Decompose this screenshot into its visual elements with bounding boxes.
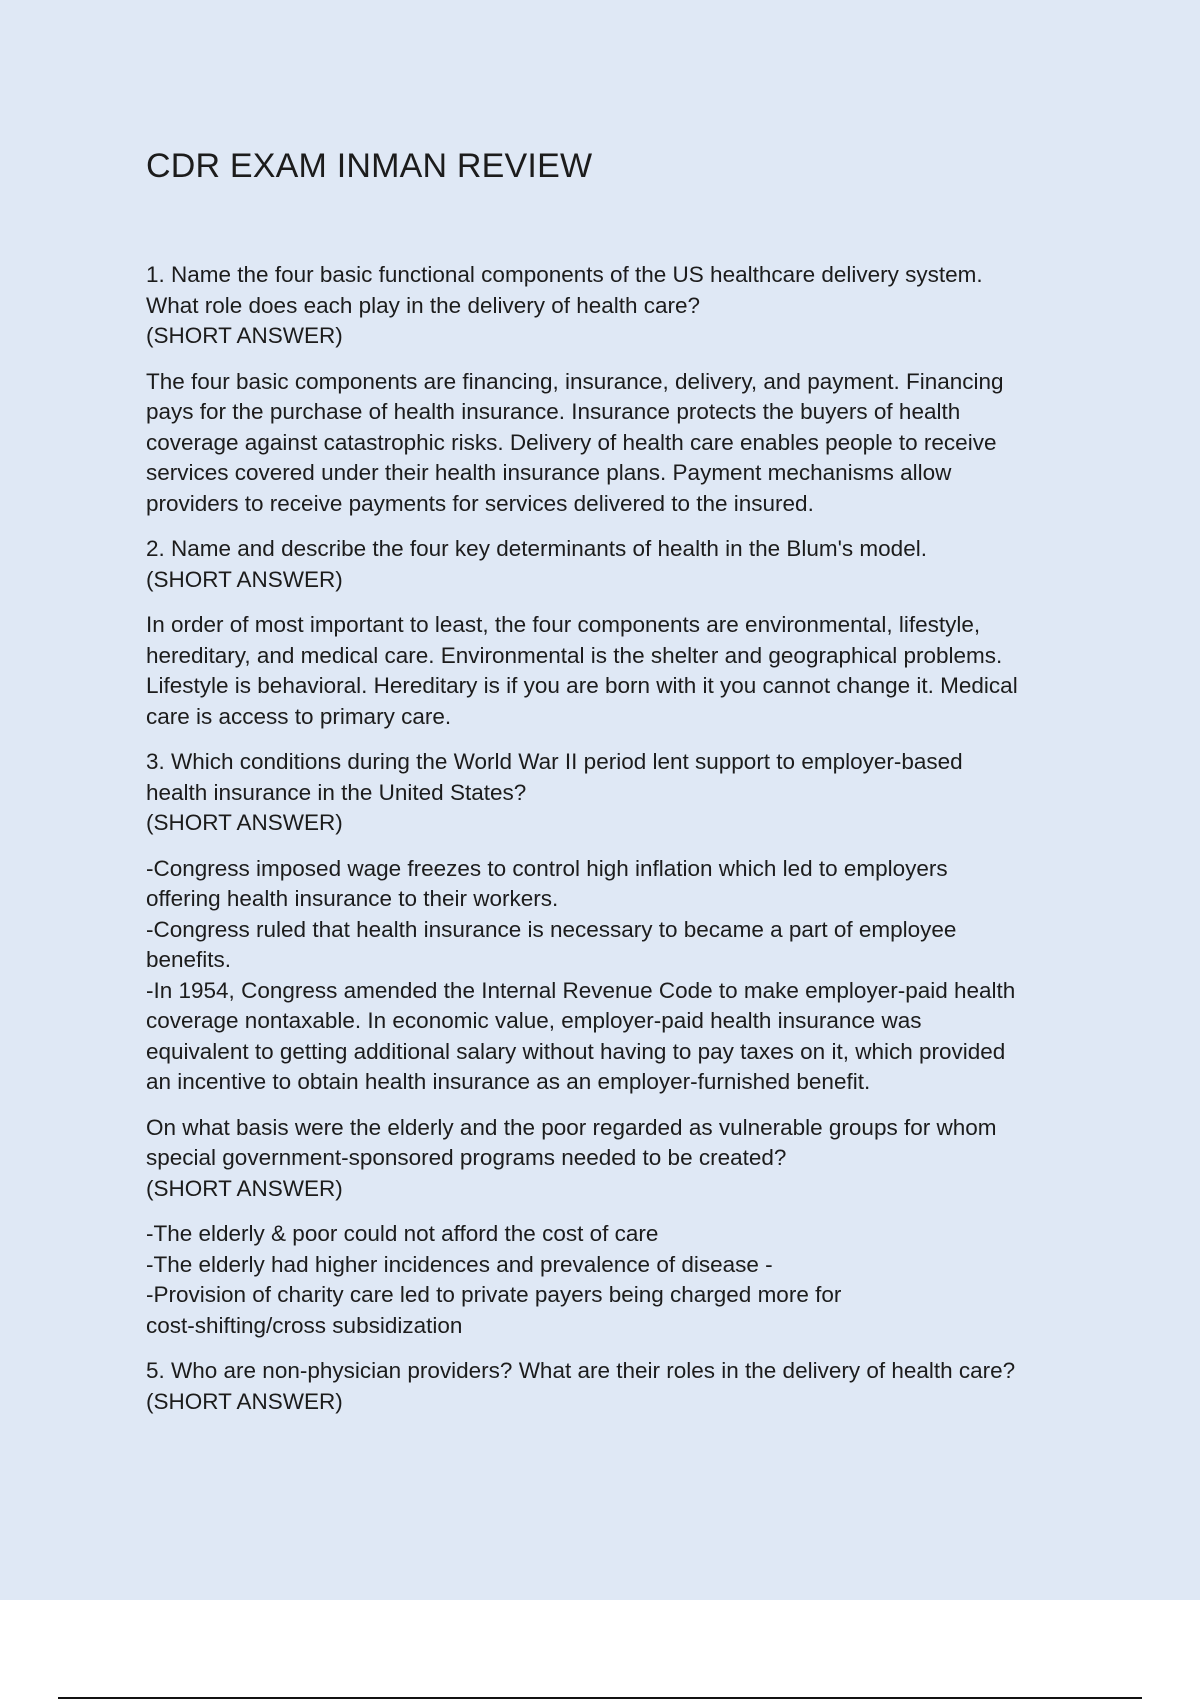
text-line: offering health insurance to their workers. bbox=[146, 886, 559, 911]
text-line: coverage against catastrophic risks. Delivery of health care enables people to receive bbox=[146, 429, 997, 455]
text-line: -Provision of charity care led to private payers being charged more for bbox=[146, 1282, 842, 1307]
answer-text bbox=[146, 854, 1096, 1098]
text-line: -The elderly & poor could not afford the cost of care bbox=[146, 1221, 659, 1246]
text-line: cost-shifting/cross subsidization bbox=[146, 1312, 463, 1338]
text-line: providers to receive payments for services delivered to the insured. bbox=[146, 490, 814, 516]
text-line: -The elderly had higher incidences and prevalence of disease - bbox=[146, 1251, 773, 1277]
question-text bbox=[146, 1356, 1096, 1417]
text-line: 2. Name and describe the four key determinants of health in the Blum's model. bbox=[146, 536, 927, 561]
question-text bbox=[146, 260, 1096, 352]
text-line: 5. Who are non-physician providers? What are their roles in the delivery of health care? bbox=[146, 1358, 1016, 1383]
text-line: On what basis were the elderly and the poor regarded as vulnerable groups for whom bbox=[146, 1114, 997, 1140]
text-line: -Congress ruled that health insurance is necessary to became a part of employee bbox=[146, 916, 957, 942]
question-text bbox=[146, 747, 1096, 839]
text-line: 3. Which conditions during the World War II period lent support to employer-based bbox=[146, 749, 963, 774]
text-line: (SHORT ANSWER) bbox=[146, 1388, 343, 1414]
text-line: pays for the purchase of health insurance. Insurance protects the buyers of health bbox=[146, 399, 961, 424]
qa-list bbox=[146, 260, 1096, 1417]
text-line: -Congress imposed wage freezes to control high inflation which led to employers bbox=[146, 855, 948, 881]
text-line: services covered under their health insurance plans. Payment mechanisms allow bbox=[146, 460, 952, 485]
text-line: The four basic components are financing, insurance, delivery, and payment. Financing bbox=[146, 368, 1004, 394]
text-line: (SHORT ANSWER) bbox=[146, 1175, 343, 1201]
footer-divider bbox=[58, 1697, 1142, 1699]
answer-text bbox=[146, 1219, 1096, 1341]
text-line: equivalent to getting additional salary without having to pay taxes on it, which provided bbox=[146, 1038, 1006, 1064]
question-text bbox=[146, 1113, 1096, 1205]
question-text bbox=[146, 534, 1096, 595]
document-content bbox=[146, 140, 1096, 1432]
text-line: Lifestyle is behavioral. Hereditary is if you are born with it you cannot change it. Medical bbox=[146, 673, 1018, 698]
text-line: coverage nontaxable. In economic value, employer-paid health insurance was bbox=[146, 1008, 922, 1033]
text-line: (SHORT ANSWER) bbox=[146, 566, 343, 592]
text-line: hereditary, and medical care. Environmental is the shelter and geographical problems. bbox=[146, 642, 1003, 668]
text-line: -In 1954, Congress amended the Internal Revenue Code to make employer-paid health bbox=[146, 977, 1016, 1003]
text-line: In order of most important to least, the four components are environmental, lifestyle, bbox=[146, 612, 981, 637]
text-line: What role does each play in the delivery of health care? bbox=[146, 292, 701, 318]
text-line: (SHORT ANSWER) bbox=[146, 323, 343, 348]
answer-text bbox=[146, 367, 1096, 520]
text-line: health insurance in the United States? bbox=[146, 779, 527, 805]
text-line: 1. Name the four basic functional components of the US healthcare delivery system. bbox=[146, 262, 983, 287]
text-line: special government-sponsored programs needed to be created? bbox=[146, 1145, 787, 1170]
text-line: an incentive to obtain health insurance as an employer-furnished benefit. bbox=[146, 1069, 871, 1094]
document-title: CDR EXAM INMAN REVIEW bbox=[146, 147, 593, 185]
answer-text bbox=[146, 610, 1096, 732]
text-line: benefits. bbox=[146, 947, 232, 972]
text-line: care is access to primary care. bbox=[146, 703, 452, 729]
text-line: (SHORT ANSWER) bbox=[146, 810, 343, 835]
